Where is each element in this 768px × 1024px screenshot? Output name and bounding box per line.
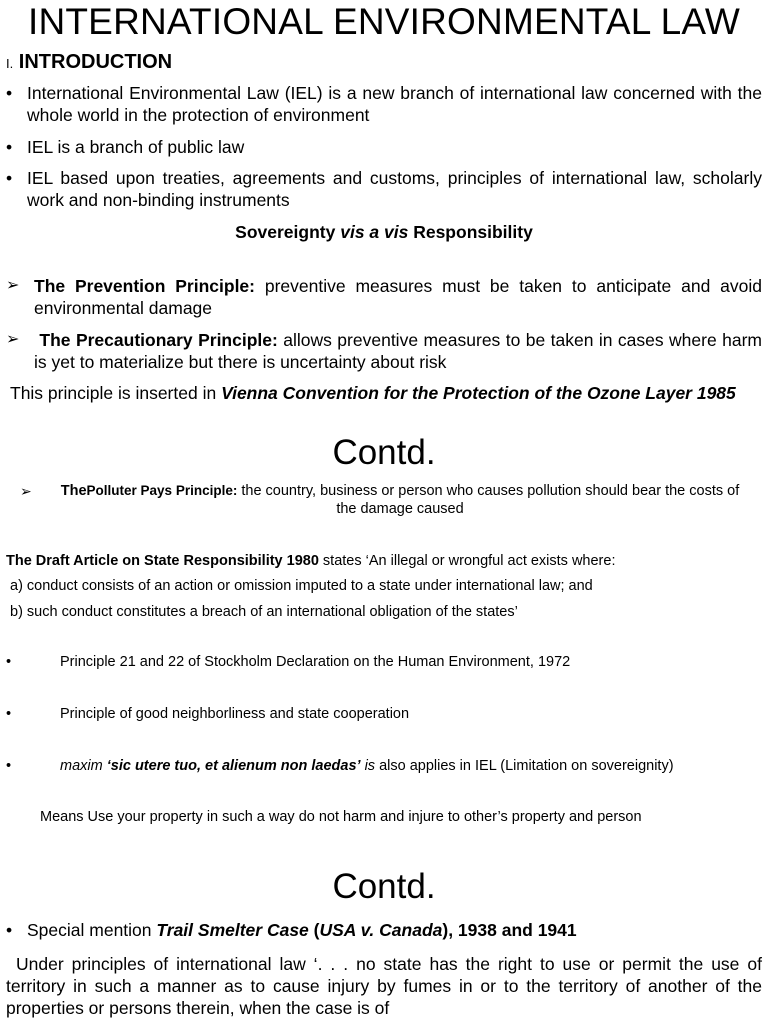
maxim-is: is — [360, 758, 376, 774]
draft-article-intro — [6, 552, 615, 570]
subheading-emphasis: vis a vis — [340, 222, 409, 242]
principle-description: preventive measures must be taken to anticipate and avoid environmental damage — [34, 276, 762, 318]
maxim-rest: also applies in IEL (Limitation on sovereignity) — [375, 758, 674, 774]
list-item-text — [60, 757, 674, 775]
list-item — [6, 136, 762, 158]
principle-description: allows preventive measures to be taken in cases where harm is yet to materialize but there is uncertainty about risk — [34, 330, 762, 372]
trail-prefix: Special mention — [27, 920, 157, 940]
contd-heading: Contd. — [332, 867, 436, 906]
bullet-icon: • — [6, 706, 12, 722]
bullet-icon: • — [6, 758, 12, 774]
polluter-the: The — [60, 483, 87, 499]
subheading-text: Responsibility — [408, 222, 533, 242]
section-heading — [6, 50, 172, 76]
principle-item — [6, 275, 762, 319]
section-title: INTRODUCTION — [18, 51, 173, 73]
draft-article-title: The Draft Article on State Responsibility 1980 — [6, 553, 319, 569]
principle-label: The Prevention Principle: — [34, 276, 255, 296]
polluter-label: Polluter Pays Principle: — [86, 483, 238, 498]
closing-text: Under principles of international law ‘. . . no state has the right to use or permit the use of territory in such a manner as to cause injury by fumes in or to the territory of another of the properties or persons therein, when the case is of — [6, 954, 762, 1018]
trail-parties: USA v. Canada — [319, 920, 443, 940]
list-item-text: International Environmental Law (IEL) is a new branch of international law concerned with the whole world in the protection of environment — [27, 83, 762, 125]
principle-item — [6, 329, 762, 373]
principle-text — [6, 329, 762, 373]
means-note: Means Use your property in such a way do not harm and injure to other’s property and person — [40, 809, 642, 825]
polluter-principle — [20, 482, 740, 518]
bullet-icon: • — [6, 654, 12, 670]
bullet-icon: • — [6, 920, 13, 940]
subheading — [0, 221, 768, 243]
maxim-label: maxim — [60, 758, 103, 774]
draft-clause-b: b) such conduct constitutes a breach of an international obligation of the states’ — [10, 604, 518, 620]
vienna-convention: Vienna Convention for the Protection of the Ozone Layer 1985 — [221, 383, 736, 403]
contd-heading: Contd. — [332, 433, 436, 472]
trail-smelter-text — [6, 919, 762, 941]
maxim-quote: ‘sic utere tuo, et alienum non laedas’ — [102, 758, 361, 774]
trail-open: ( — [308, 920, 320, 940]
polluter-description: the country, business or person who causes pollution should bear the costs of the damage caused — [237, 483, 740, 517]
list-item-text: IEL based upon treaties, agreements and customs, principles of international law, scholarly work and non-binding instruments — [27, 168, 762, 210]
vienna-note — [6, 382, 762, 404]
subheading-text: Sovereignty — [235, 222, 341, 242]
page-title: INTERNATIONAL ENVIRONMENTAL LAW — [27, 1, 741, 42]
list-item — [6, 167, 762, 211]
vienna-prefix: This principle is inserted in — [10, 383, 222, 403]
bullet-icon: • — [6, 168, 13, 188]
list-item — [6, 919, 762, 941]
list-item-text: IEL is a branch of public law — [27, 137, 245, 157]
list-item — [6, 82, 762, 126]
draft-article-text: states ‘An illegal or wrongful act exists where: — [318, 553, 616, 569]
principle-label: The Precautionary Principle: — [39, 330, 278, 350]
bullet-icon: • — [6, 137, 13, 157]
principle-text — [6, 275, 762, 319]
section-number: I. — [6, 56, 14, 71]
trail-case-name: Trail Smelter Case — [156, 920, 309, 940]
list-item-text: Principle of good neighborliness and state cooperation — [60, 706, 410, 722]
list-item-text: Principle 21 and 22 of Stockholm Declaration on the Human Environment, 1972 — [60, 654, 571, 670]
arrow-bullet-icon: ➢ — [20, 483, 32, 499]
bullet-icon: • — [6, 83, 13, 103]
closing-paragraph — [6, 953, 762, 1019]
arrow-bullet-icon: ➢ — [6, 331, 20, 348]
trail-years: ), 1938 and 1941 — [442, 920, 577, 940]
arrow-bullet-icon: ➢ — [6, 277, 20, 294]
draft-clause-a: a) conduct consists of an action or omission imputed to a state under international law; and — [10, 578, 593, 594]
